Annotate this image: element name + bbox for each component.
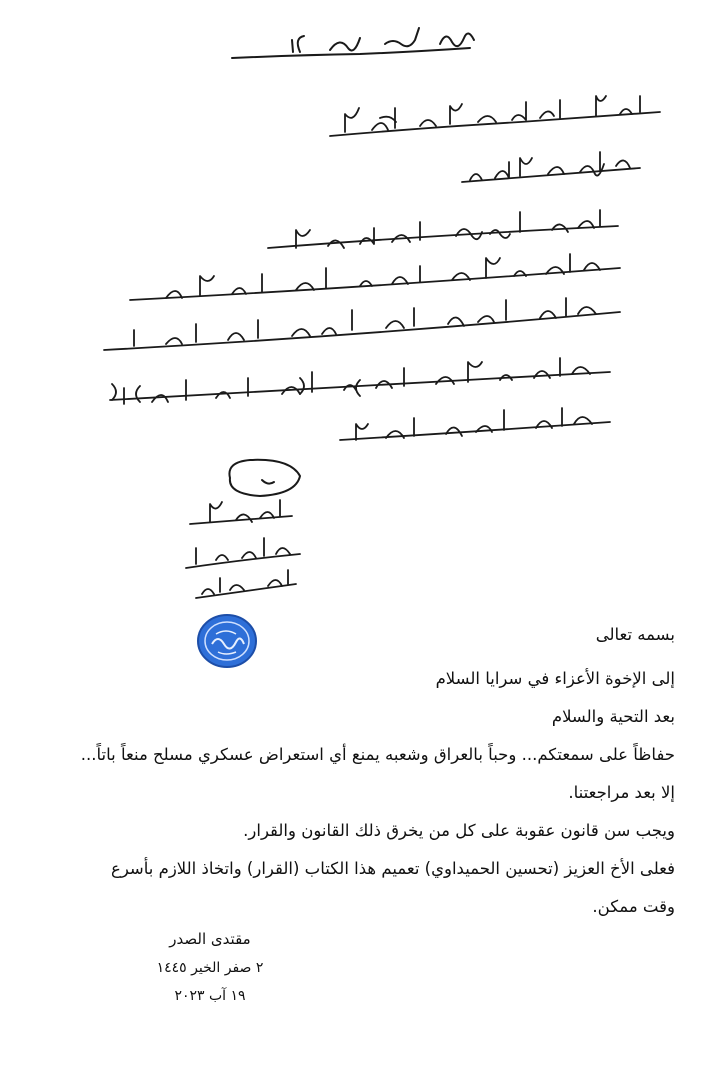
typed-date-gregorian: ١٩ آب ٢٠٢٣ <box>174 988 246 1004</box>
seal-stamp-icon <box>196 612 258 670</box>
typed-greeting: بعد التحية والسلام <box>551 707 675 726</box>
typed-invocation: بسمه تعالى <box>595 625 675 644</box>
typed-date-hijri: ٢ صفر الخير ١٤٤٥ <box>156 960 264 976</box>
handwritten-line-3 <box>268 210 618 248</box>
typed-body-line-2: إلا بعد مراجعتنا. <box>568 783 675 802</box>
handwritten-line-4 <box>130 254 620 300</box>
handwritten-signature <box>229 460 300 496</box>
handwritten-line-5 <box>104 298 620 350</box>
typed-body-line-1: حفاظاً على سمعتكم... وحباً بالعراق وشعبه يمنع أي استعراض عسكري مسلح منعاً باتاً... <box>80 745 675 764</box>
handwritten-line-6 <box>110 358 610 404</box>
typed-body-line-3: ويجب سن قانون عقوبة على كل من يخرق ذلك القانون والقرار. <box>243 821 675 840</box>
typed-body-line-4: فعلى الأخ العزيز (تحسين الحميداوي) تعميم هذا الكتاب (القرار) واتخاذ اللازم بأسرع <box>110 859 675 878</box>
handwritten-signature-text <box>186 500 300 598</box>
typed-signature-name: مقتدى الصدر <box>169 930 251 948</box>
handwritten-line-2 <box>462 152 640 182</box>
typed-addressee: إلى الإخوة الأعزاء في سرايا السلام <box>435 669 675 688</box>
handwritten-line-1 <box>330 96 660 136</box>
handwritten-invocation <box>232 28 474 58</box>
handwritten-line-7 <box>340 408 610 440</box>
typed-body-line-5: وقت ممكن. <box>592 897 675 916</box>
